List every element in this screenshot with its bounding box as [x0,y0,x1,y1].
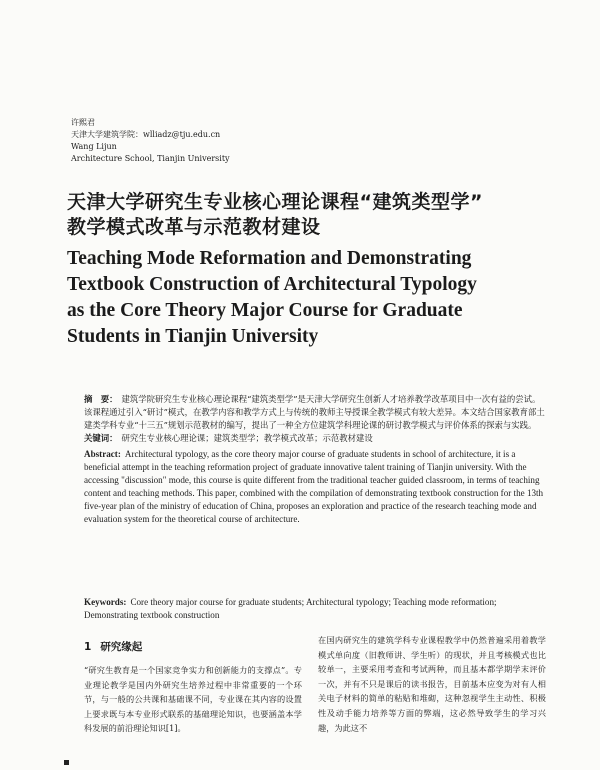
title-en-line-2: Textbook Construction of Architectural Typology [67,274,477,295]
title-en-line-4: Students in Tianjin University [67,326,319,347]
title-en-line-1: Teaching Mode Reformation and Demonstrating [67,248,472,269]
author-affiliation-zh: 天津大学建筑学院：wlliadz@tju.edu.cn [71,130,221,139]
keywords-english [84,596,548,622]
keywords-en-text: Core theory major course for graduate students; Architectural typology; Teaching mode reformation; Demonstrating textbook construction [84,597,497,620]
abstract-en-text: Architectural typology, as the core theory major course of graduate students in school of architecture, it is a beneficial attempt in the teaching reformation project of graduate innovative talent training of Tianjin university. With the accessing "discussion" mode, this course is quite different from the traditional teacher guided classroom, in terms of teaching content and teaching methods. This paper, combined with the compilation of demonstrating textbook construction for the 13th five-year plan of the ministry of education of China, proposes an exploration and practice of the research teaching mode and evaluation system for the theoretical course of architecture. [84,449,544,524]
title-chinese [67,190,537,240]
abstract-zh-body [84,393,548,432]
abstract-english [84,448,548,525]
keywords-zh-label: 关键词： [84,433,118,443]
abstract-zh-label: 摘 要： [84,394,118,404]
section-1-text: “研究生教育是一个国家竞争实力和创新能力的支撑点”。专业理论教学是国内外研究生培养过程中非常重要的一个环节，与一般的公共课和基础课不同，专业课在其内容的设置上要求既与本专业形式联系的基础理论知识，也要涵盖本学科发展的前沿理论知识[1]。 [84,665,302,734]
keywords-en-label: Keywords: [84,597,127,607]
right-column-text: 在国内研究生的建筑学科专业课程教学中仍然普遍采用着教学模式单向度（旧教师讲、学生听）的现状，并且考核模式也比较单一，主要采用考查和考试两种，而且基本都学期学末评价一次，并有不只是课后的读书报告，目前基本应变为对有人相关电子材料的简单的粘贴和堆砌，这种忽视学生主动性、积极性及动手能力培养等方面的弊端，这必然导致学生的学习兴趣，为此这不 [318,635,546,733]
abstract-en-label: Abstract: [84,449,121,459]
author-block [71,117,371,165]
abstract-zh-text: 建筑学院研究生专业核心理论课程“建筑类型学”是天津大学研究生创新人才培养教学改革项目中一次有益的尝试。该课程通过引入“研讨”模式，在教学内容和教学方式上与传统的教师主导授课全教学模式有较大差异。本文结合国家教育部土建类学科专业“十三五”规划示范教材的编写，提出了一种全方位建筑学科理论课的研讨教学模式与评价体系的探索与实践。 [84,394,545,430]
section-1-title: 研究缘起 [100,641,143,653]
section-1-heading [84,640,302,654]
abstract-chinese [84,393,548,445]
title-english [67,246,547,350]
keywords-zh [84,432,548,445]
title-en-line-3: as the Core Theory Major Course for Graduate [67,300,463,321]
keywords-zh-text: 研究生专业核心理论课；建筑类型学；教学模式改革；示范教材建设 [121,433,373,443]
title-zh-line-2: 教学模式改革与示范教材建设 [67,216,321,238]
author-name-zh: 许熙君 [71,118,95,127]
left-column [84,640,302,736]
page-corner-mark [64,760,69,765]
author-name-en: Wang Lijun [71,142,117,151]
title-zh-line-1: 天津大学研究生专业核心理论课程“建筑类型学” [67,191,483,213]
author-affiliation-en: Architecture School, Tianjin University [71,154,230,163]
section-1-number: 1 [84,641,92,653]
